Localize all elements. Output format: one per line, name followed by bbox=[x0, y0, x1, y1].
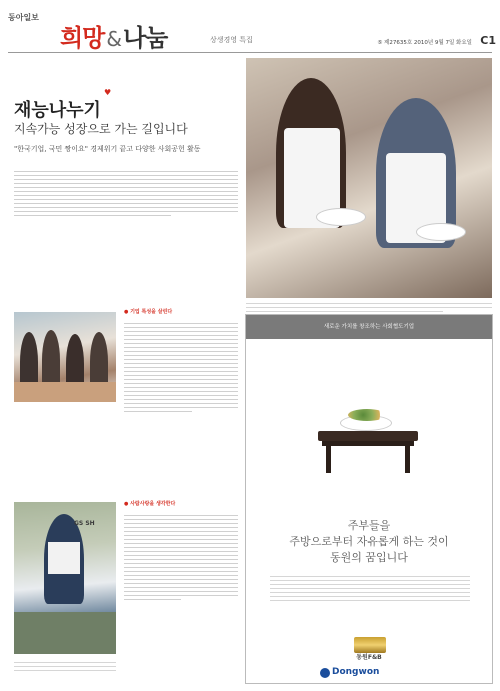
issue-info: ⑤ 제27635호 2010년 9월 7일 화요일 bbox=[377, 40, 472, 46]
plate bbox=[316, 208, 366, 226]
ad-headline bbox=[246, 518, 492, 566]
table-legs bbox=[326, 441, 410, 473]
ad-headline-line-2: 주방으로부터 자유롭게 하는 것이 bbox=[289, 535, 449, 548]
dongwon-advertisement bbox=[245, 314, 493, 684]
school-photo-caption bbox=[14, 660, 116, 674]
header-divider bbox=[8, 52, 492, 53]
logo-ampersand: & bbox=[106, 27, 121, 51]
shirt-lettering: GS SH bbox=[74, 520, 95, 527]
section-tag: 상생경영 특집 bbox=[210, 36, 253, 44]
logo-part-1: 희망 bbox=[60, 24, 105, 52]
ad-body-text bbox=[270, 573, 470, 604]
ad-headline-line-3: 동원의 꿈입니다 bbox=[330, 551, 408, 564]
body-column-1 bbox=[124, 320, 238, 415]
body-column-2 bbox=[124, 512, 238, 603]
masthead bbox=[0, 0, 500, 62]
volunteer-photo bbox=[246, 58, 492, 298]
food-table-illustration bbox=[308, 395, 428, 475]
dongwon-logo-icon bbox=[320, 668, 330, 678]
article-subtitle: 지속가능 성장으로 가는 길입니다 bbox=[14, 122, 188, 136]
newspaper-name: 동아일보 bbox=[8, 13, 39, 22]
ad-headline-line-1: 주부들을 bbox=[347, 519, 391, 532]
white-tshirt bbox=[48, 542, 80, 574]
person-figure bbox=[42, 330, 60, 390]
ad-banner: 새로운 가치를 창조하는 사회협도기업 bbox=[246, 315, 492, 339]
table-top bbox=[318, 431, 418, 441]
heart-icon: ♥ bbox=[104, 88, 112, 97]
article-deck: "한국기업, 국민 짱이요" 경제위기 끝고 다양한 사회공헌 활동 bbox=[14, 145, 201, 153]
kitchen-volunteers-photo bbox=[14, 312, 116, 402]
school-visit-photo bbox=[14, 502, 116, 654]
article-title: 재능나누기 bbox=[14, 100, 101, 121]
subhead-2: ● 사람사랑을 생각한다 bbox=[124, 501, 176, 507]
subhead-1: ● 기업 특성을 살린다 bbox=[124, 309, 173, 315]
audience bbox=[14, 612, 116, 654]
page-number: C1 bbox=[480, 34, 496, 47]
plate bbox=[416, 223, 466, 241]
tuna-can-product bbox=[354, 637, 386, 653]
top-photo-caption bbox=[246, 301, 492, 315]
kitchen-counter bbox=[14, 382, 116, 402]
logo-part-2: 나눔 bbox=[122, 24, 168, 52]
food bbox=[348, 409, 386, 421]
intro-paragraph bbox=[14, 168, 238, 219]
section-logo bbox=[60, 18, 167, 53]
ad-brand-name: 동원F&B bbox=[356, 654, 382, 661]
dongwon-logo-text: Dongwon bbox=[332, 667, 380, 677]
